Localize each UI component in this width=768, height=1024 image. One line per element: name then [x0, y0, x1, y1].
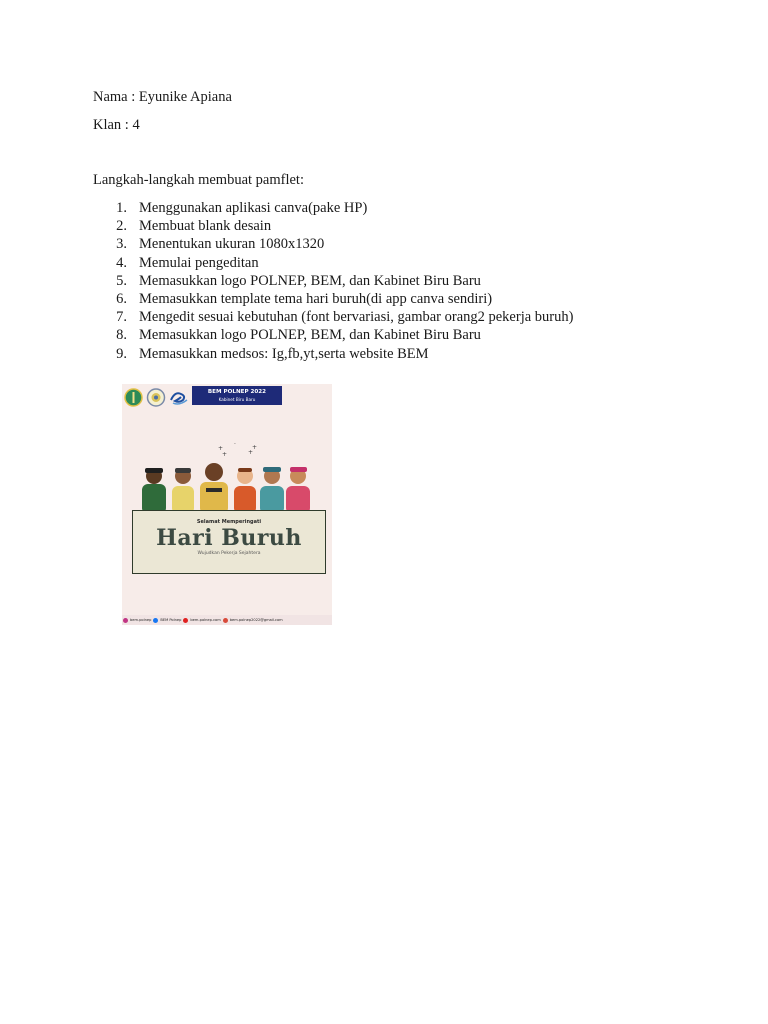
list-number: 5.: [116, 272, 127, 289]
list-item: [93, 254, 573, 272]
list-item: [93, 290, 573, 308]
list-item: [93, 235, 573, 253]
youtube-icon: [183, 618, 188, 623]
instagram-icon: [123, 618, 128, 623]
worker-3: [200, 463, 228, 514]
social-footer: [122, 615, 332, 625]
svg-text:+: +: [248, 449, 254, 456]
svg-text:·: ·: [234, 441, 236, 448]
facebook-icon: [153, 618, 158, 623]
list-item: [93, 199, 573, 217]
email-address: bem.polnep2022@gmail.com: [229, 618, 283, 622]
list-number: 9.: [116, 345, 127, 362]
list-item: [93, 308, 573, 326]
workers-illustration: [136, 440, 316, 514]
list-number: 2.: [116, 218, 127, 235]
worker-2: [172, 468, 194, 514]
list-text: Memasukkan logo POLNEP, BEM, dan Kabinet Biru Baru: [139, 272, 481, 289]
list-number: 8.: [116, 327, 127, 344]
list-number: 6.: [116, 290, 127, 307]
list-number: 7.: [116, 309, 127, 326]
bem-logo-icon: [146, 388, 166, 407]
list-text: Menggunakan aplikasi canva(pake HP): [139, 200, 368, 216]
youtube-handle: bem-polnep.com: [190, 618, 221, 622]
svg-text:+: +: [222, 451, 228, 458]
banner-title: BEM POLNEP 2022: [207, 389, 267, 395]
list-item: [93, 326, 573, 344]
banner: [192, 386, 282, 405]
headline-text: Hari Buruh: [156, 525, 302, 551]
email-icon: [223, 618, 228, 623]
logo-row: [124, 387, 189, 407]
list-item: [93, 217, 573, 235]
list-text: Mengedit sesuai kebutuhan (font bervariasi, gambar orang2 pekerja buruh): [139, 309, 574, 326]
list-text: Memasukkan logo POLNEP, BEM, dan Kabinet Biru Baru: [139, 327, 481, 344]
instagram-handle: bem.polnep: [130, 618, 152, 622]
worker-1: [142, 468, 166, 514]
steps-list: [93, 199, 573, 363]
list-item: [93, 272, 573, 290]
tagline-text: Wujudkan Pekerja Sejahtera: [197, 551, 261, 556]
polnep-logo-icon: [124, 388, 143, 407]
worker-4: [234, 468, 256, 514]
svg-text:+: +: [218, 445, 224, 452]
facebook-handle: BEM Polnep: [160, 618, 182, 622]
klan-line: Klan : 4: [93, 117, 140, 133]
list-number: 1.: [116, 200, 127, 216]
list-text: Membuat blank desain: [139, 218, 272, 235]
banner-subtitle: Kabinet Biru Baru: [218, 397, 256, 402]
worker-5: [260, 467, 284, 514]
list-number: 4.: [116, 254, 127, 271]
list-item: [93, 345, 573, 363]
list-text: Memasukkan medsos: Ig,fb,yt,serta website BEM: [139, 345, 429, 362]
worker-6: [286, 467, 310, 514]
list-text: Memasukkan template tema hari buruh(di app canva sendiri): [139, 290, 493, 307]
list-text: Menentukan ukuran 1080x1320: [139, 236, 325, 253]
pamphlet-image: [122, 384, 332, 625]
list-text: Memulai pengeditan: [139, 254, 259, 271]
sparkle-decoration: [218, 441, 257, 458]
list-number: 3.: [116, 236, 127, 253]
kabinet-biru-baru-logo-icon: [169, 388, 189, 407]
svg-text:+: +: [252, 444, 258, 451]
greeting-text: Selamat Memperingati: [196, 519, 262, 525]
name-line: Nama : Eyunike Apiana: [93, 89, 232, 105]
headline-card: [132, 510, 326, 574]
intro-text: Langkah-langkah membuat pamflet:: [93, 172, 304, 188]
